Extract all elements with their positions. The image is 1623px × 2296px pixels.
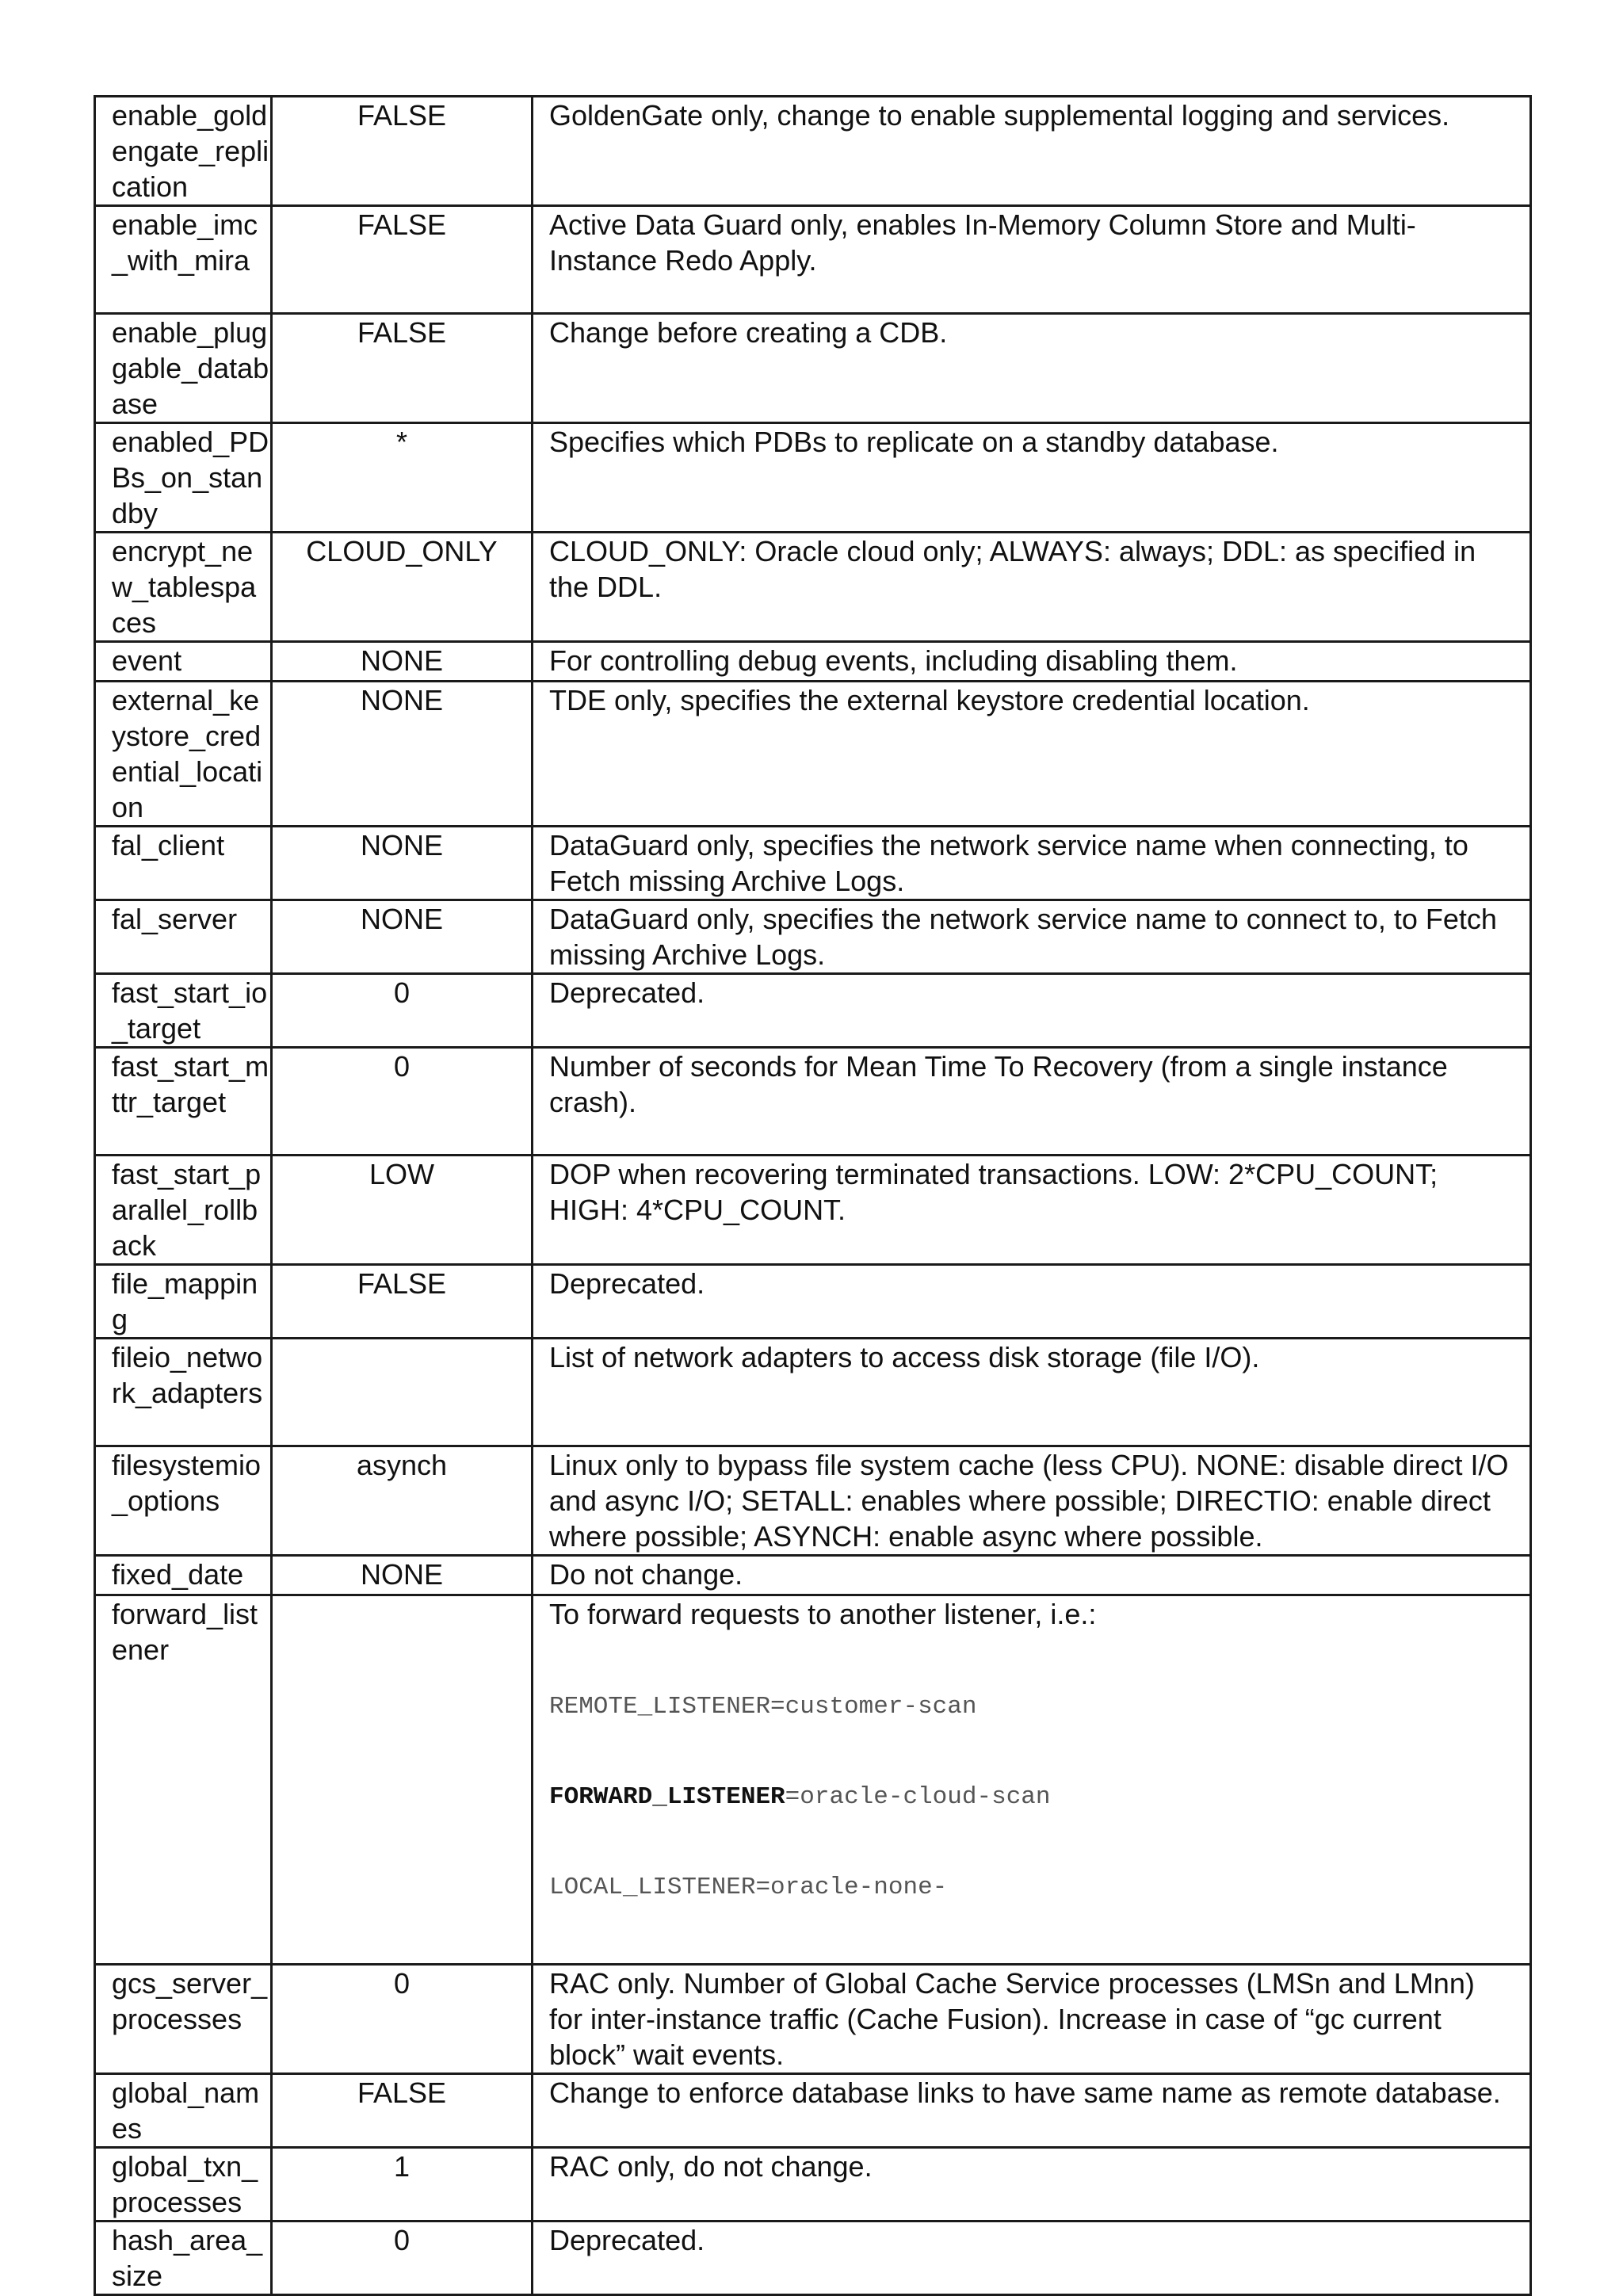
param-default: asynch bbox=[272, 1446, 533, 1556]
param-name: encrypt_new_tablespaces bbox=[95, 533, 272, 642]
parameters-table bbox=[94, 95, 1532, 2296]
param-default: FALSE bbox=[272, 2074, 533, 2148]
param-description: Active Data Guard only, enables In-Memory Column Store and Multi-Instance Redo Apply. bbox=[533, 206, 1531, 314]
param-name: fal_server bbox=[95, 900, 272, 974]
table-row bbox=[95, 682, 1531, 827]
param-description-text: To forward requests to another listener, i.e.: bbox=[549, 1598, 1097, 1630]
table-row bbox=[95, 974, 1531, 1048]
table-row bbox=[95, 2148, 1531, 2222]
param-name: fileio_network_adapters bbox=[95, 1339, 272, 1446]
param-default: NONE bbox=[272, 682, 533, 827]
param-name: gcs_server_processes bbox=[95, 1965, 272, 2074]
param-name: enable_goldengate_replication bbox=[95, 97, 272, 206]
param-description: DOP when recovering terminated transactions. LOW: 2*CPU_COUNT; HIGH: 4*CPU_COUNT. bbox=[533, 1156, 1531, 1265]
param-name: event bbox=[95, 642, 272, 682]
code-keyword-forward-listener: FORWARD_LISTENER bbox=[549, 1783, 785, 1811]
param-default: FALSE bbox=[272, 1265, 533, 1339]
table-row bbox=[95, 900, 1531, 974]
param-name: filesystemio_options bbox=[95, 1446, 272, 1556]
param-name: enable_imc_with_mira bbox=[95, 206, 272, 314]
param-name: fixed_date bbox=[95, 1556, 272, 1595]
param-default: 0 bbox=[272, 2222, 533, 2295]
param-description: DataGuard only, specifies the network service name to connect to, to Fetch missing Archive Logs. bbox=[533, 900, 1531, 974]
param-default: FALSE bbox=[272, 97, 533, 206]
table-row bbox=[95, 1965, 1531, 2074]
param-description: For controlling debug events, including disabling them. bbox=[533, 642, 1531, 682]
param-default: FALSE bbox=[272, 314, 533, 423]
param-name: hash_area_size bbox=[95, 2222, 272, 2295]
param-default: 0 bbox=[272, 974, 533, 1048]
param-name: forward_listener bbox=[95, 1595, 272, 1965]
param-name: enable_pluggable_database bbox=[95, 314, 272, 423]
param-description bbox=[533, 1595, 1531, 1965]
param-default: * bbox=[272, 423, 533, 533]
table-row bbox=[95, 1048, 1531, 1156]
code-line-forward-listener bbox=[549, 1782, 1514, 1813]
table-row bbox=[95, 1156, 1531, 1265]
param-description: Specifies which PDBs to replicate on a standby database. bbox=[533, 423, 1531, 533]
param-description: Change before creating a CDB. bbox=[533, 314, 1531, 423]
param-description: Change to enforce database links to have same name as remote database. bbox=[533, 2074, 1531, 2148]
table-row bbox=[95, 314, 1531, 423]
param-default: LOW bbox=[272, 1156, 533, 1265]
param-description: List of network adapters to access disk storage (file I/O). bbox=[533, 1339, 1531, 1446]
param-description: TDE only, specifies the external keystore credential location. bbox=[533, 682, 1531, 827]
table-row bbox=[95, 642, 1531, 682]
table-row bbox=[95, 97, 1531, 206]
param-default bbox=[272, 1595, 533, 1965]
param-description: Number of seconds for Mean Time To Recovery (from a single instance crash). bbox=[533, 1048, 1531, 1156]
table-row bbox=[95, 1265, 1531, 1339]
param-description: Deprecated. bbox=[533, 974, 1531, 1048]
param-name: fast_start_mttr_target bbox=[95, 1048, 272, 1156]
param-name: global_txn_processes bbox=[95, 2148, 272, 2222]
param-name: fast_start_parallel_rollback bbox=[95, 1156, 272, 1265]
param-name: fal_client bbox=[95, 827, 272, 900]
param-description: DataGuard only, specifies the network service name when connecting, to Fetch missing Archive Logs. bbox=[533, 827, 1531, 900]
table-row bbox=[95, 1556, 1531, 1595]
param-name: global_names bbox=[95, 2074, 272, 2148]
table-row bbox=[95, 423, 1531, 533]
param-description: Deprecated. bbox=[533, 2222, 1531, 2295]
param-name: enabled_PDBs_on_standby bbox=[95, 423, 272, 533]
code-value-forward-listener: =oracle-cloud-scan bbox=[785, 1783, 1051, 1811]
param-description: CLOUD_ONLY: Oracle cloud only; ALWAYS: always; DDL: as specified in the DDL. bbox=[533, 533, 1531, 642]
code-line-local-listener: LOCAL_LISTENER=oracle-none- bbox=[549, 1874, 948, 1901]
param-name: external_keystore_credential_location bbox=[95, 682, 272, 827]
table-row bbox=[95, 533, 1531, 642]
param-description: RAC only, do not change. bbox=[533, 2148, 1531, 2222]
table-row bbox=[95, 1339, 1531, 1446]
code-line-remote-listener: REMOTE_LISTENER=customer-scan bbox=[549, 1693, 977, 1721]
param-description: RAC only. Number of Global Cache Service processes (LMSn and LMnn) for inter-instance traffic (Cache Fusion). Increase in case of “gc current block” wait events. bbox=[533, 1965, 1531, 2074]
param-default: 1 bbox=[272, 2148, 533, 2222]
param-default: CLOUD_ONLY bbox=[272, 533, 533, 642]
param-default: 0 bbox=[272, 1048, 533, 1156]
listener-config-code bbox=[549, 1632, 1514, 1963]
param-default: 0 bbox=[272, 1965, 533, 2074]
table-row bbox=[95, 2074, 1531, 2148]
param-default: NONE bbox=[272, 827, 533, 900]
param-description: Do not change. bbox=[533, 1556, 1531, 1595]
param-name: fast_start_io_target bbox=[95, 974, 272, 1048]
param-default: NONE bbox=[272, 642, 533, 682]
param-description: Linux only to bypass file system cache (less CPU). NONE: disable direct I/O and async I/O; SETALL: enables where possible; DIRECTIO: enable direct where possible; ASYNCH: enable async where possible. bbox=[533, 1446, 1531, 1556]
param-default: NONE bbox=[272, 1556, 533, 1595]
table-row bbox=[95, 206, 1531, 314]
param-description: GoldenGate only, change to enable supplemental logging and services. bbox=[533, 97, 1531, 206]
table-row bbox=[95, 2222, 1531, 2295]
param-name: file_mapping bbox=[95, 1265, 272, 1339]
param-default bbox=[272, 1339, 533, 1446]
table-row bbox=[95, 827, 1531, 900]
table-row bbox=[95, 1595, 1531, 1965]
table-row bbox=[95, 1446, 1531, 1556]
param-default: FALSE bbox=[272, 206, 533, 314]
param-default: NONE bbox=[272, 900, 533, 974]
param-description: Deprecated. bbox=[533, 1265, 1531, 1339]
